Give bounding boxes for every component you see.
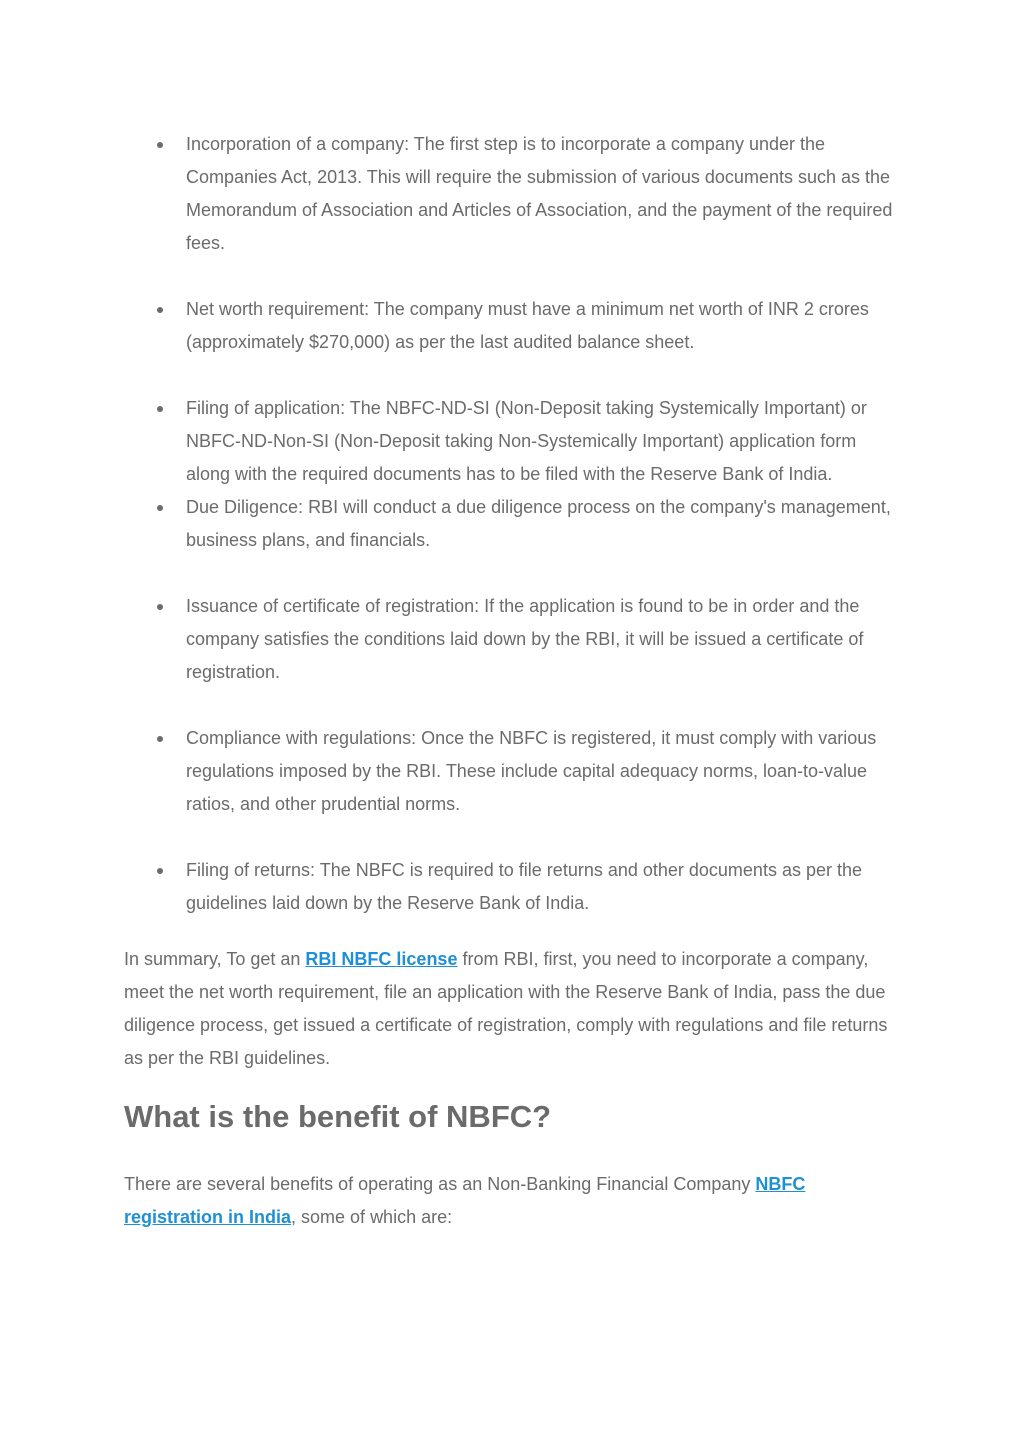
bullet-icon bbox=[157, 604, 163, 610]
bullet-icon bbox=[157, 505, 163, 511]
list-item bbox=[124, 293, 904, 359]
list-item bbox=[124, 854, 904, 920]
list-item bbox=[124, 128, 904, 260]
summary-text-after: from RBI, first, you need to incorporate a company, meet the net worth requirement, file an application with the Reserve Bank of India, pass the due diligence process, get issued a certificate of registration, comply with regulations and file returns as per the RBI guidelines. bbox=[124, 949, 888, 1068]
registration-steps-list bbox=[124, 128, 904, 920]
bullet-icon bbox=[157, 307, 163, 313]
list-item-text: Incorporation of a company: The first step is to incorporate a company under the Companies Act, 2013. This will require the submission of various documents such as the Memorandum of Association and Articles of Association, and the payment of the required fees. bbox=[186, 134, 893, 253]
section-heading: What is the benefit of NBFC? bbox=[124, 1099, 552, 1134]
list-item-text: Filing of application: The NBFC-ND-SI (Non-Deposit taking Systemically Important) or NBFC-ND-Non-SI (Non-Deposit taking Non-Systemically Important) application form along with the required documents has to be filed with the Reserve Bank of India. bbox=[186, 398, 867, 484]
rbi-nbfc-license-link[interactable]: RBI NBFC license bbox=[305, 949, 458, 969]
list-item-text: Due Diligence: RBI will conduct a due diligence process on the company's management, business plans, and financials. bbox=[186, 497, 891, 550]
bullet-icon bbox=[157, 868, 163, 874]
list-item-text: Filing of returns: The NBFC is required to file returns and other documents as per the guidelines laid down by the Reserve Bank of India. bbox=[186, 860, 862, 913]
list-item bbox=[124, 590, 904, 689]
benefits-intro-before: There are several benefits of operating as an Non-Banking Financial Company bbox=[124, 1174, 756, 1194]
list-item-text: Issuance of certificate of registration: If the application is found to be in order and the company satisfies the conditions laid down by the RBI, it will be issued a certificate of registration. bbox=[186, 596, 864, 682]
list-item bbox=[124, 491, 904, 557]
benefits-intro-after: , some of which are: bbox=[291, 1207, 453, 1227]
bullet-icon bbox=[157, 406, 163, 412]
bullet-icon bbox=[157, 142, 163, 148]
document-page bbox=[124, 128, 904, 1234]
summary-paragraph bbox=[124, 943, 904, 1075]
list-item bbox=[124, 722, 904, 821]
list-item-text: Net worth requirement: The company must have a minimum net worth of INR 2 crores (approximately $270,000) as per the last audited balance sheet. bbox=[186, 299, 869, 352]
nbfc-registration-link[interactable]: NBFC registration in India bbox=[124, 1174, 806, 1227]
list-item bbox=[124, 392, 904, 491]
benefits-intro-paragraph bbox=[124, 1168, 904, 1234]
bullet-icon bbox=[157, 736, 163, 742]
summary-text-before: In summary, To get an bbox=[124, 949, 306, 969]
list-item-text: Compliance with regulations: Once the NBFC is registered, it must comply with various regulations imposed by the RBI. These include capital adequacy norms, loan-to-value ratios, and other prudential norms. bbox=[186, 728, 877, 814]
